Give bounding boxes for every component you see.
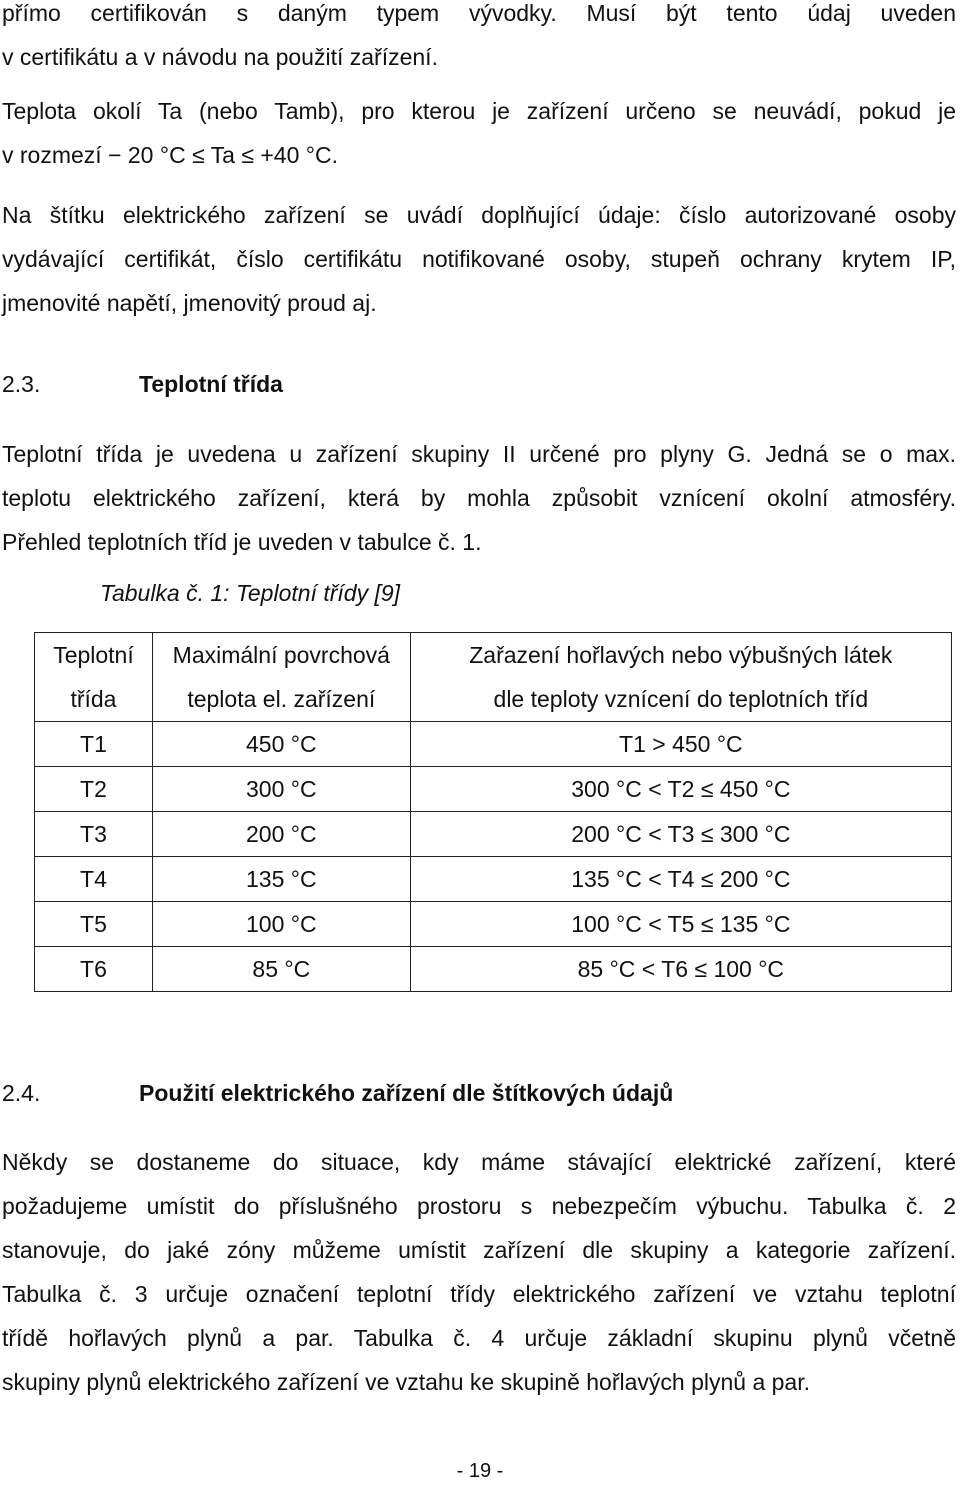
header-cell (35, 633, 153, 722)
text-line: Na štítku elektrického zařízení se uvádí doplňující údaje: číslo autorizované osoby (2, 202, 956, 228)
table-cell: 200 °C (152, 812, 410, 857)
table-caption: Tabulka č. 1: Teplotní třídy [9] (100, 580, 401, 606)
table-cell: 85 °C (152, 947, 410, 992)
table-cell: T2 (35, 767, 153, 812)
table-header-row (35, 633, 952, 722)
table-cell: T1 > 450 °C (410, 722, 951, 767)
text-line: Přehled teplotních tříd je uveden v tabulce č. 1. (2, 529, 482, 555)
header-line: Zařazení hořlavých nebo výbušných látek (469, 642, 893, 668)
text-line: přímo certifikován s daným typem vývodky. Musí být tento údaj uveden (2, 0, 956, 26)
section-title: Teplotní třída (139, 371, 283, 397)
table-cell: 100 °C (152, 902, 410, 947)
section-title: Použití elektrického zařízení dle štítkových údajů (139, 1080, 674, 1106)
table-row (35, 722, 952, 767)
text-line: skupiny plynů elektrického zařízení ve vztahu ke skupině hořlavých plynů a par. (2, 1369, 810, 1395)
table-cell: T3 (35, 812, 153, 857)
text-line: Teplota okolí Ta (nebo Tamb), pro kterou je zařízení určeno se neuvádí, pokud je (2, 98, 956, 124)
text-line: požadujeme umístit do příslušného prostoru s nebezpečím výbuchu. Tabulka č. 2 (2, 1193, 956, 1219)
table-cell: T4 (35, 857, 153, 902)
table-cell: 100 °C < T5 ≤ 135 °C (410, 902, 951, 947)
table-row (35, 812, 952, 857)
header-cell (152, 633, 410, 722)
table-cell: 200 °C < T3 ≤ 300 °C (410, 812, 951, 857)
text-line: Někdy se dostaneme do situace, kdy máme stávající elektrické zařízení, které (2, 1149, 956, 1175)
table-row (35, 857, 952, 902)
text-line: třídě hořlavých plynů a par. Tabulka č. 4 určuje základní skupinu plynů včetně (2, 1325, 956, 1351)
page-number: - 19 - (456, 1460, 504, 1482)
section-number: 2.4. (2, 1080, 41, 1106)
paragraph-ambient-temperature (2, 89, 956, 177)
text-line: vydávající certifikát, číslo certifikátu notifikované osoby, stupeň ochrany krytem IP, (2, 246, 956, 272)
table-cell: T1 (35, 722, 153, 767)
table-row (35, 947, 952, 992)
temperature-class-table (34, 632, 952, 992)
table-row (35, 767, 952, 812)
header-line: Maximální povrchová (172, 642, 390, 668)
text-line: v certifikátu a v návodu na použití zařízení. (2, 44, 438, 70)
table-cell: 300 °C < T2 ≤ 450 °C (410, 767, 951, 812)
table-cell: 135 °C < T4 ≤ 200 °C (410, 857, 951, 902)
text-line: Tabulka č. 3 určuje označení teplotní třídy elektrického zařízení ve vztahu teplotní (2, 1281, 956, 1307)
table-cell: 85 °C < T6 ≤ 100 °C (410, 947, 951, 992)
table-cell: T5 (35, 902, 153, 947)
header-line: třída (70, 686, 117, 712)
table-row (35, 902, 952, 947)
table-cell: 300 °C (152, 767, 410, 812)
paragraph-label-data (2, 193, 956, 325)
paragraph-certification (2, 0, 956, 79)
header-line: Teplotní (53, 642, 134, 668)
text-line: teplotu elektrického zařízení, která by mohla způsobit vznícení okolní atmosféry. (2, 485, 956, 511)
paragraph-temperature-class (2, 432, 956, 564)
text-line: Teplotní třída je uvedena u zařízení skupiny II určené pro plyny G. Jedná se o max. (2, 441, 956, 467)
header-line: dle teploty vznícení do teplotních tříd (493, 686, 869, 712)
table-cell: T6 (35, 947, 153, 992)
header-cell (410, 633, 951, 722)
table-cell: 135 °C (152, 857, 410, 902)
table-cell: 450 °C (152, 722, 410, 767)
text-line: jmenovité napětí, jmenovitý proud aj. (2, 290, 377, 316)
paragraph-usage (2, 1140, 956, 1404)
text-line: v rozmezí − 20 °C ≤ Ta ≤ +40 °C. (2, 142, 338, 168)
header-line: teplota el. zařízení (187, 686, 376, 712)
section-number: 2.3. (2, 371, 41, 397)
text-line: stanovuje, do jaké zóny můžeme umístit zařízení dle skupiny a kategorie zařízení. (2, 1237, 956, 1263)
